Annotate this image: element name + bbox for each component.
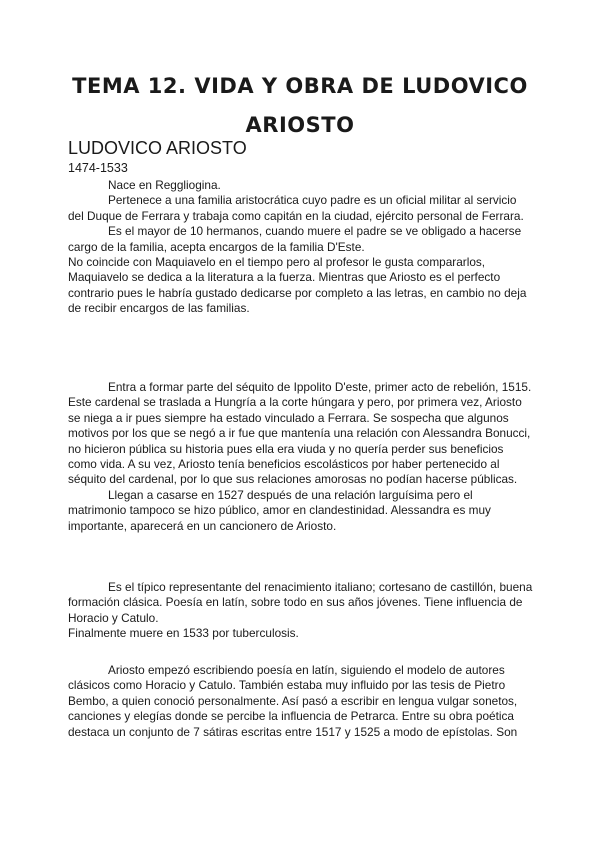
text-block-1: [68, 178, 534, 317]
paragraph: Es el mayor de 10 hermanos, cuando muere el padre se ve obligado a hacerse cargo de la familia, acepta encargos de la familia D'Este.: [68, 224, 522, 254]
text-block-2: [68, 380, 534, 534]
paragraph: Pertenece a una familia aristocrática cuyo padre es un oficial militar al servicio del Duque de Ferrara y trabaja como capitán en la ciudad, ejército personal de Ferrara.: [68, 193, 524, 223]
paragraph: Es el típico representante del renacimiento italiano; cortesano de castillón, buena formación clásica. Poesía en latín, sobre todo en sus años jóvenes. Tiene influencia de Horacio y Catulo.: [68, 580, 533, 625]
title-line-2: ARIOSTO: [245, 113, 355, 137]
paragraph: Entra a formar parte del séquito de Ippolito D'este, primer acto de rebelión, 1515. Este cardenal se traslada a Hungría a la corte húngara y pero, por primera vez, Ariosto se niega a ir pues siempre ha estado vinculado a Ferrara. Se sospecha que algunos motivos por los que se negó a ir fue que mantenía una relación con Alessandra Bonucci, no hicieron pública su historia pues ella era viuda y no quería perder sus beneficios como vida. A su vez, Ariosto tenía beneficios escolásticos por haber pertenecido al séquito del cardenal, por lo que sus relaciones amorosas no podían hacerse públicas.: [68, 380, 532, 487]
life-dates: 1474-1533: [68, 161, 128, 175]
paragraph: Nace en Reggliogina.: [108, 178, 221, 192]
text-block-3: [68, 580, 534, 642]
text-block-4: [68, 663, 534, 740]
section-heading: LUDOVICO ARIOSTO: [68, 138, 247, 158]
paragraph: Finalmente muere en 1533 por tuberculosis.: [68, 626, 299, 641]
paragraph: No coincide con Maquiavelo en el tiempo pero al profesor le gusta compararlos, Maquiavelo se dedica a la literatura a la fuerza. Mientras que Ariosto es el perfecto contrario pues le habría gustado dedicarse por completo a las letras, en cambio no deja de recibir encargos de las familias.: [68, 255, 527, 316]
title-line-1: TEMA 12. VIDA Y OBRA DE LUDOVICO: [72, 74, 528, 98]
paragraph: Llegan a casarse en 1527 después de una relación larguísima pero el matrimonio tampoco se hizo público, amor en clandestinidad. Alessandra es muy importante, aparecerá en un cancionero de Ariosto.: [68, 487, 491, 533]
paragraph: Ariosto empezó escribiendo poesía en latín, siguiendo el modelo de autores clásicos como Horacio y Catulo. También estaba muy influido por las tesis de Pietro Bembo, a quien conoció personalmente. Así pasó a escribir en lengua vulgar sonetos, canciones y elegías donde se percibe la influencia de Petrarca. Entre su obra poética destaca un conjunto de 7 sátiras escritas entre 1517 y 1525 a modo de epístolas. Son: [68, 663, 518, 739]
